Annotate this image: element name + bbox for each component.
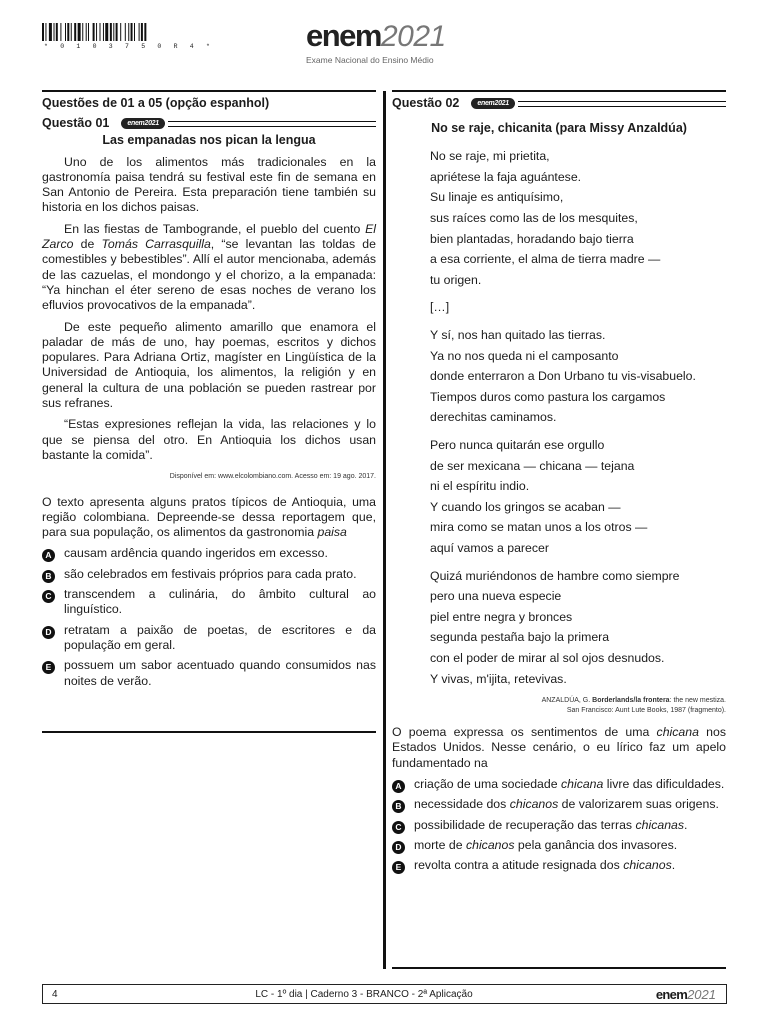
option-letter-badge <box>392 839 408 852</box>
right-column <box>392 96 726 879</box>
i: chicanas <box>635 817 685 832</box>
page-footer <box>42 984 727 1004</box>
letter: A <box>392 780 405 793</box>
logo-main: enem <box>306 18 381 53</box>
t: criação de uma sociedade <box>414 777 561 792</box>
letter: C <box>392 821 405 834</box>
option-b[interactable] <box>392 797 726 812</box>
footer-logo <box>636 987 726 1002</box>
barcode-bar <box>60 23 61 41</box>
option-text <box>414 797 726 812</box>
poem-source <box>392 696 726 716</box>
poem-line: apriétese la faja aguántese. <box>430 169 582 184</box>
option-letter-badge <box>42 547 58 560</box>
tag-rule <box>168 121 376 127</box>
i: chicanos <box>509 797 559 812</box>
column-divider <box>383 91 386 969</box>
t: necessidade dos <box>414 797 510 812</box>
poem <box>430 146 726 689</box>
top-rule-left <box>42 90 376 92</box>
poem-line: ni el espíritu indio. <box>430 479 530 494</box>
question-label: Questão 01 <box>42 116 110 131</box>
poem-line: Y cuando los gringos se acaban — <box>430 499 621 514</box>
option-text <box>414 818 726 833</box>
barcode-bar <box>131 23 133 41</box>
stem-text: O texto apresenta alguns pratos típicos de Antioquia, uma região colombiana. Depreende-se dessa reportagem que, para sua população, os alimentos da gastronomia <box>42 494 376 540</box>
option-text: retratam a paixão de poetas, de escritores e da população em geral. <box>64 622 376 652</box>
poem-line: No se raje, mi prietita, <box>430 149 550 164</box>
barcode-bar <box>45 23 46 41</box>
poem-stanza <box>430 297 726 318</box>
barcode-bar <box>103 23 104 41</box>
logo-subtitle: Exame Nacional do Ensino Médio <box>306 55 434 65</box>
letter: E <box>42 661 55 674</box>
text: En las fiestas de Tambogrande, el pueblo del cuento <box>64 221 366 236</box>
poem-stanza <box>430 325 726 428</box>
question-01-header <box>42 116 376 131</box>
bold-text: Borderlands/la frontera <box>592 697 670 705</box>
barcode-bar <box>88 23 89 41</box>
left-end-rule <box>42 731 376 733</box>
barcode-bar <box>144 23 146 41</box>
letter: D <box>42 626 55 639</box>
text: de <box>73 237 102 252</box>
poem-line: Tiempos duros como pastura los cargamos <box>430 389 666 404</box>
stem-italic: chicana <box>656 725 699 740</box>
t: possibilidade de recuperação das terras <box>414 817 636 832</box>
barcode-bar <box>86 23 87 41</box>
option-d[interactable] <box>42 623 376 654</box>
option-letter-badge <box>392 798 408 811</box>
option-text <box>414 838 726 853</box>
logo-main: enem <box>655 986 688 1002</box>
poem-title: No se raje, chicanita (para Missy Anzaldúa) <box>431 121 687 135</box>
poem-line: Ya no nos queda ni el camposanto <box>430 348 619 363</box>
option-a[interactable] <box>42 546 376 561</box>
t: . <box>671 858 676 873</box>
option-letter-badge <box>392 778 408 791</box>
barcode-bar <box>116 23 118 41</box>
poem-line: de ser mexicana — chicana — tejana <box>430 458 635 473</box>
poem-line: a esa corriente, el alma de tierra madre — <box>430 252 661 267</box>
logo-year: 2021 <box>380 20 446 53</box>
poem-stanza <box>430 146 726 290</box>
letter: B <box>392 800 405 813</box>
barcode-bar <box>78 23 81 41</box>
stem-text: O poema expressa os sentimentos de uma <box>392 725 657 740</box>
footer-text: LC - 1º dia | Caderno 3 - BRANCO - 2ª Aplicação <box>255 988 473 1000</box>
text: : the new mestiza. <box>669 697 726 705</box>
option-letter-badge <box>42 659 58 672</box>
option-letter-badge <box>392 819 408 832</box>
logo-year: 2021 <box>687 986 716 1002</box>
paragraph: Uno de los alimentos más tradicionales en la gastronomía paisa tendrá su festival este fin de semana en San Antonio de Pereira. Esta preparación tiene también su historia en los dichos paisas. <box>42 154 376 215</box>
option-text <box>414 858 726 873</box>
option-c[interactable] <box>392 818 726 833</box>
option-text: causam ardência quando ingeridos em excesso. <box>64 546 328 561</box>
option-letter-badge <box>392 859 408 872</box>
poem-line: bien plantadas, horadando bajo tierra <box>430 231 634 246</box>
barcode-bar <box>128 23 129 41</box>
t: morte de <box>414 837 466 852</box>
poem-line: Y vivas, m'ijita, retevivas. <box>430 671 567 686</box>
right-end-rule <box>392 967 726 969</box>
option-text: transcendem a culinária, do âmbito cultural ao linguístico. <box>64 587 376 617</box>
barcode-bar <box>65 23 66 41</box>
barcode-bar <box>120 23 121 41</box>
paragraph: “Estas expresiones reflejan la vida, las relaciones y lo que se piensa del otro. En Antioquia los dichos usan bastante la comida”. <box>42 417 376 462</box>
i: chicana <box>560 777 604 792</box>
option-text <box>414 777 726 792</box>
option-a[interactable] <box>392 777 726 792</box>
letter: E <box>392 861 405 874</box>
option-text: são celebrados em festivais próprios para cada prato. <box>64 566 357 581</box>
barcode <box>42 23 184 45</box>
barcode-bar <box>96 23 97 41</box>
barcode-bar <box>56 23 58 41</box>
barcode-bar <box>110 23 112 41</box>
poem-line: Pero nunca quitarán ese orgullo <box>430 438 605 453</box>
poem-line: Su linaje es antiquísimo, <box>430 190 564 205</box>
barcode-bar <box>100 23 101 41</box>
text: , “se levantan las toldas de comestibles y bebestibles”. Allí el autor mencionaba, además de las cazuelas, el mondongo y el chorizo, a la empanada: “Ya hinchan el éter sereno de esas noches de verano los efluvios provocativos de la empanada”. <box>42 237 376 313</box>
stem-text: nos Estados Unidos. Nesse cenário, o eu lírico faz um apelo fundamentado na <box>392 725 726 770</box>
letter: C <box>42 590 55 603</box>
letter: A <box>42 549 55 562</box>
option-e[interactable] <box>42 658 376 689</box>
barcode-bar <box>49 23 52 41</box>
barcode-bar <box>141 23 143 41</box>
t: revolta contra a atitude resignada dos <box>414 858 624 873</box>
poem-line: Y sí, nos han quitado las tierras. <box>430 328 606 343</box>
barcode-bar <box>54 23 55 41</box>
italic-text: Tomás Carrasquilla <box>101 237 211 252</box>
poem-line: con el poder de mirar al sol ojos desnudos. <box>430 650 665 665</box>
poem-line: tu origen. <box>430 272 482 287</box>
poem-line: […] <box>430 300 450 315</box>
t: livre das dificuldades. <box>603 777 725 792</box>
question-label: Questão 02 <box>392 95 460 110</box>
barcode-bar <box>125 23 126 41</box>
barcode-bar <box>105 23 108 41</box>
stem-italic: paisa <box>317 525 347 540</box>
i: chicanos <box>465 837 515 852</box>
poem-line: mira como se matan unos a los otros — <box>430 520 648 535</box>
source-line-1 <box>392 696 726 706</box>
option-letter-badge <box>42 568 58 581</box>
tag-rule <box>518 101 726 107</box>
paragraph <box>42 222 376 314</box>
letter: B <box>42 570 55 583</box>
paragraph: De este pequeño alimento amarillo que enamora el paladar de más de uno, hay poemas, escritos y dichos populares. Para Adriana Ortiz, magíster en Lingüística de la Universidad de Antioquia, los alimentos, la religión y en general la cultura de una población se pueden rastrear por sus refranes. <box>42 319 376 411</box>
text-title: Las empanadas nos pican la lengua <box>102 133 316 148</box>
poem-stanza <box>430 566 726 690</box>
poem-line: Quizá muriéndonos de hambre como siempre <box>430 568 680 583</box>
barcode-bar <box>134 23 135 41</box>
page-number: 4 <box>52 988 58 1000</box>
poem-line: sus raíces como las de los mesquites, <box>430 211 638 226</box>
barcode-bar <box>113 23 114 41</box>
poem-line: aquí vamos a parecer <box>430 540 549 555</box>
barcode-bar <box>82 23 83 41</box>
top-rule-right <box>392 90 726 92</box>
poem-line: donde enterraron a Don Urbano tu vis-visabuelo. <box>430 369 696 384</box>
enem-tag: enem2021 <box>471 98 514 109</box>
barcode-bar <box>93 23 95 41</box>
poem-line: piel entre negra y bronces <box>430 609 573 624</box>
text: ANZALDÚA, G. <box>541 697 593 705</box>
enem-tag: enem2021 <box>121 118 164 129</box>
option-e[interactable] <box>392 858 726 873</box>
question-02-header <box>392 96 726 111</box>
barcode-bar <box>139 23 140 41</box>
left-column <box>42 96 376 694</box>
option-b[interactable] <box>42 567 376 582</box>
question-stem <box>42 495 376 541</box>
option-letter-badge <box>42 588 58 601</box>
poem-stanza <box>430 435 726 559</box>
barcode-number: * 0 1 0 3 7 5 0 R 4 * <box>44 43 215 50</box>
i: chicanos <box>623 858 672 873</box>
enem-logo <box>306 18 446 54</box>
barcode-bar <box>74 23 76 41</box>
question-tag <box>471 98 726 109</box>
letter: D <box>392 841 405 854</box>
italic-text: El Zarco <box>42 221 376 252</box>
option-letter-badge <box>42 624 58 637</box>
barcode-bar <box>67 23 69 41</box>
barcode-bar <box>71 23 72 41</box>
source-line-2: San Francisco: Aunt Lute Books, 1987 (fragmento). <box>566 707 726 715</box>
section-heading: Questões de 01 a 05 (opção espanhol) <box>42 96 270 110</box>
question-stem <box>392 725 726 771</box>
option-text: possuem um sabor acentuado quando consumidos nas noites de verão. <box>64 658 376 688</box>
poem-line: pero una nueva especie <box>430 589 562 604</box>
option-d[interactable] <box>392 838 726 853</box>
poem-line: segunda pestaña bajo la primera <box>430 630 610 645</box>
source-citation: Disponível em: www.elcolombiano.com. Acesso em: 19 ago. 2017. <box>169 473 376 481</box>
poem-line: derechitas caminamos. <box>430 410 557 425</box>
option-c[interactable] <box>42 587 376 618</box>
barcode-bar <box>42 23 44 41</box>
t: de valorizarem suas origens. <box>558 797 719 812</box>
t: . <box>684 817 688 832</box>
question-tag <box>121 118 376 129</box>
t: pela ganância dos invasores. <box>514 837 678 852</box>
